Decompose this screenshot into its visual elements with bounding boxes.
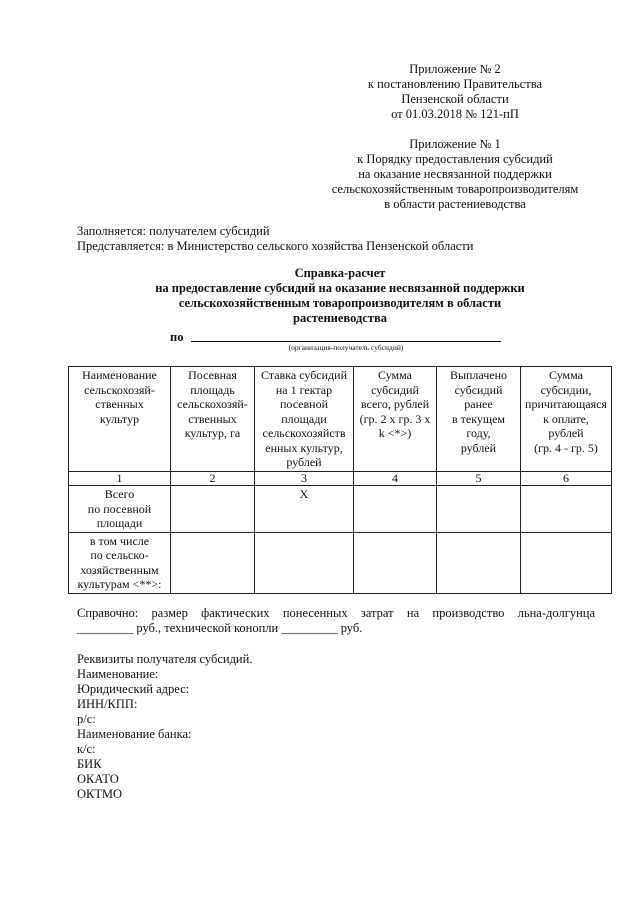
details-line: Юридический адрес: bbox=[77, 682, 190, 696]
title-line: сельскохозяйственным товаропроизводителям в области bbox=[178, 296, 502, 310]
header-cell: Наименование сельскохозяй- ственных культур bbox=[69, 367, 171, 472]
table-cell[interactable] bbox=[171, 486, 255, 533]
meta-block bbox=[77, 224, 597, 254]
details-line: к/с: bbox=[77, 742, 96, 756]
note-line: _________ руб., технической конопли _________ руб. bbox=[77, 621, 363, 635]
header-cell: Ставка субсидий на 1 гектар посевной площади сельскохозяйств енных культур, рублей bbox=[255, 367, 354, 472]
details-line: БИК bbox=[77, 757, 102, 771]
column-number: 2 bbox=[171, 472, 255, 486]
table-cell[interactable] bbox=[171, 532, 255, 593]
table-cell[interactable] bbox=[521, 486, 612, 533]
organization-caption: (организация-получатель субсидий) bbox=[288, 343, 404, 352]
header-cell: Сумма субсидий всего, рублей (гр. 2 x гр. 3 x k <*>) bbox=[354, 367, 437, 472]
table-row-total bbox=[69, 486, 612, 533]
column-number: 3 bbox=[255, 472, 354, 486]
table-cell[interactable] bbox=[354, 486, 437, 533]
table-header-row bbox=[69, 367, 612, 472]
appendix-line: Пензенской области bbox=[401, 92, 509, 106]
appendix-line: сельскохозяйственным товаропроизводителям bbox=[331, 182, 579, 196]
column-number: 1 bbox=[69, 472, 171, 486]
document-title bbox=[120, 266, 560, 326]
details-line: ИНН/КПП: bbox=[77, 697, 138, 711]
table-cell[interactable] bbox=[437, 486, 521, 533]
details-line: Реквизиты получателя субсидий. bbox=[77, 652, 253, 666]
title-line: Справка-расчет bbox=[294, 266, 386, 280]
appendix-line: в области растениеводства bbox=[384, 197, 526, 211]
po-label: по bbox=[170, 330, 184, 344]
appendix-block bbox=[300, 62, 610, 212]
column-number-row bbox=[69, 472, 612, 486]
row-name-cell: Всего по посевной площади bbox=[69, 486, 171, 533]
calculation-table bbox=[68, 366, 612, 594]
appendix-line: на оказание несвязанной поддержки bbox=[358, 167, 552, 181]
table-row-including bbox=[69, 532, 612, 593]
details-line: Наименование банка: bbox=[77, 727, 192, 741]
appendix-line: от 01.03.2018 № 121-пП bbox=[391, 107, 519, 121]
details-line: ОКАТО bbox=[77, 772, 119, 786]
title-line: на предоставление субсидий на оказание несвязанной поддержки bbox=[155, 281, 525, 295]
header-cell: Сумма субсидии, причитающаяся к оплате, рублей (гр. 4 - гр. 5) bbox=[521, 367, 612, 472]
column-number: 6 bbox=[521, 472, 612, 486]
reference-note bbox=[77, 606, 595, 636]
column-number: 4 bbox=[354, 472, 437, 486]
appendix-line: к постановлению Правительства bbox=[367, 77, 543, 91]
header-cell: Посевная площадь сельскохозяй- ственных культур, га bbox=[171, 367, 255, 472]
table-cell[interactable] bbox=[521, 532, 612, 593]
appendix-gap bbox=[300, 122, 610, 137]
note-line: Справочно: размер фактических понесенных затрат на производство льна-долгунца bbox=[77, 606, 595, 620]
recipient-details bbox=[77, 652, 597, 802]
details-line: ОКТМО bbox=[77, 787, 122, 801]
details-line: Наименование: bbox=[77, 667, 159, 681]
header-cell: Выплачено субсидий ранее в текущем году, рублей bbox=[437, 367, 521, 472]
organization-blank-line[interactable] bbox=[191, 341, 501, 342]
row-name-cell: в том числе по сельско- хозяйственным культурам <**>: bbox=[69, 532, 171, 593]
submitted-to-text: Представляется: в Министерство сельского хозяйства Пензенской области bbox=[77, 239, 474, 253]
filled-by-text: Заполняется: получателем субсидий bbox=[77, 224, 270, 238]
details-line: р/с: bbox=[77, 712, 96, 726]
table-cell[interactable] bbox=[437, 532, 521, 593]
title-line: растениеводства bbox=[293, 311, 387, 325]
appendix-line: Приложение № 2 bbox=[409, 62, 501, 76]
table-cell-x: X bbox=[255, 486, 354, 533]
table-cell[interactable] bbox=[354, 532, 437, 593]
appendix-line: к Порядку предоставления субсидий bbox=[357, 152, 553, 166]
appendix-line: Приложение № 1 bbox=[409, 137, 501, 151]
table-cell[interactable] bbox=[255, 532, 354, 593]
column-number: 5 bbox=[437, 472, 521, 486]
